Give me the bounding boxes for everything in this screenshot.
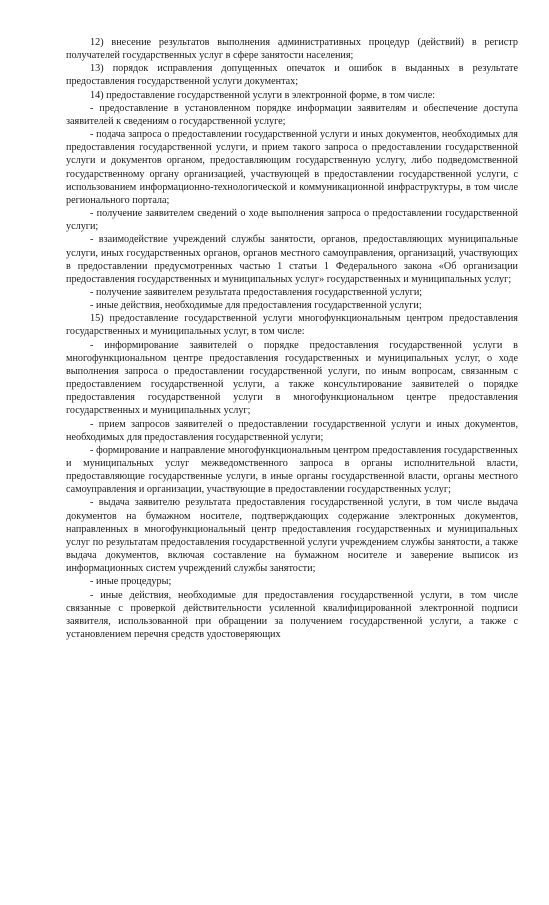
paragraph-interagency-interaction: - взаимодействие учреждений службы занятости, органов, предоставляющих муниципальные услуги, иных государственных органов, органов местного самоуправления, организаций, участвующих в предоставлении предусмотренных частью 1 статьи 1 Федерального закона «Об организации предоставления государственных и муниципальных услуг» государственных и муниципальных услуг; bbox=[66, 234, 518, 285]
paragraph-electronic-other-actions: - иные действия, необходимые для предоставления государственной услуги; bbox=[90, 300, 422, 312]
paragraph-mfc-request-intake: - прием запросов заявителей о предоставлении государственной услуги и иных документов, необходимых для предоставления государственной услуги; bbox=[66, 418, 518, 443]
paragraph-mfc-informing: - информирование заявителей о порядке предоставления государственной услуги в многофункциональном центре предоставления государственных и муниципальных услуг, о ходе выполнения запроса о предоставлении государственной услуги, по иным вопросам, связанным с предоставлением государственной услуги, а также консультирование заявителей о порядке предоставления государственной услуги в многофункциональном центре предоставления государственных и муниципальных услуг; bbox=[66, 339, 518, 417]
paragraph-item-12: 12) внесение результатов выполнения административных процедур (действий) в регистр получателей государственных услуг в сфере занятости населения; bbox=[66, 37, 518, 62]
paragraph-electronic-info-access: - предоставление в установленном порядке информации заявителям и обеспечение доступа заявителей к сведениям о государственной услуге; bbox=[66, 102, 518, 127]
paragraph-mfc-other-procedures: - иные процедуры; bbox=[90, 576, 172, 588]
paragraph-item-15: 15) предоставление государственной услуги многофункциональным центром предоставления государственных и муниципальных услуг, в том числе: bbox=[66, 313, 518, 338]
paragraph-electronic-result-receipt: - получение заявителем результата предоставления государственной услуги; bbox=[90, 286, 423, 298]
paragraph-item-14: 14) предоставление государственной услуги в электронной форме, в том числе: bbox=[90, 89, 436, 101]
paragraph-electronic-status-info: - получение заявителем сведений о ходе выполнения запроса о предоставлении государственной услуги; bbox=[66, 208, 518, 233]
paragraph-mfc-result-issuance: - выдача заявителю результата предоставления государственной услуги, в том числе выдача документов на бумажном носителе, подтверждающих содержание электронных документов, направленных в многофункциональный центр предоставления государственных и муниципальных услуг по результатам предоставления государственной услуги учреждением службы занятости, а также выдача документов, включая составление на бумажном носителе и заверение выписок из информационных систем учреждений службы занятости; bbox=[66, 497, 518, 575]
paragraph-mfc-interagency-request: - формирование и направление многофункциональным центром предоставления государственных и муниципальных услуг межведомственного запроса в органы исполнительной власти, предоставляющие государственные услуги, в иные органы государственной власти, органы местного самоуправления и организации, участвующие в предоставлении государственных услуг; bbox=[66, 444, 518, 496]
document-page bbox=[66, 36, 518, 641]
paragraph-item-13: 13) порядок исправления допущенных опечаток и ошибок в выданных в результате предоставления государственной услуги документах; bbox=[66, 63, 518, 88]
paragraph-mfc-other-actions: - иные действия, необходимые для предоставления государственной услуги, в том числе связанные с проверкой действительности усиленной квалифицированной электронной подписи заявителя, использованной при обращении за получением государственной услуги, а также с установлением перечня средств удостоверяющих bbox=[66, 589, 518, 641]
paragraph-electronic-request-submission: - подача запроса о предоставлении государственной услуги и иных документов, необходимых для предоставления государственной услуги, и прием такого запроса о предоставлении государственной услуги и документов органом, предоставляющим государственную услугу, либо подведомственной государственному органу организацией, участвующей в предоставлении государственной услуги, с использованием информационно-технологической и коммуникационной инфраструктуры, в том числе регионального портала; bbox=[66, 129, 518, 206]
